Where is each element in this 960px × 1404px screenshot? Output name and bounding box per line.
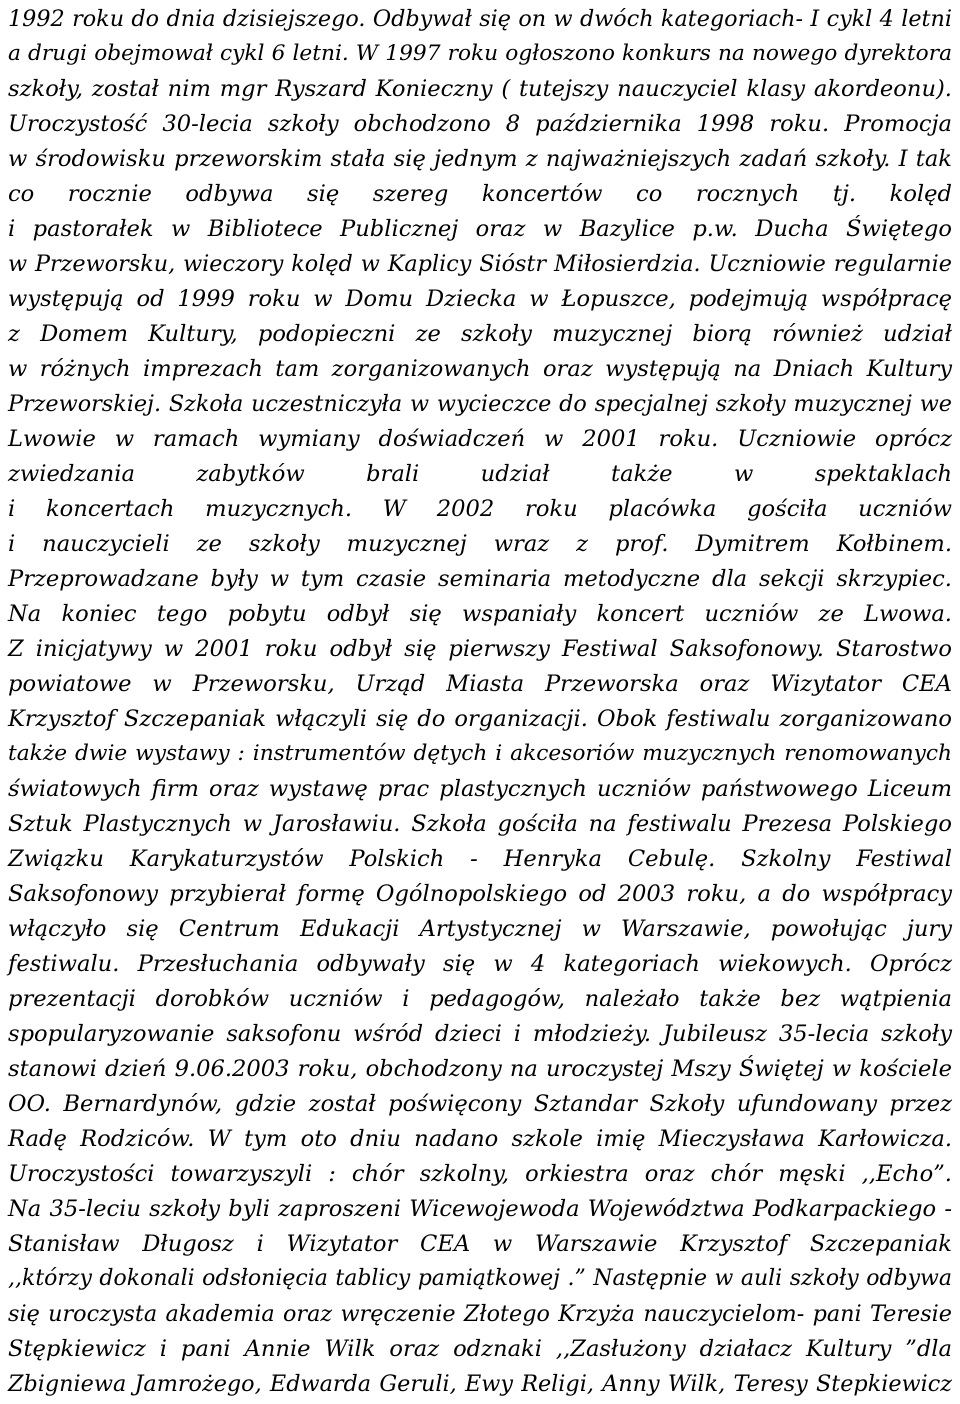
text-line: Zbigniewa Jamrożego, Edwarda Geruli, Ewy Religi, Anny Wilk, Teresy Stepkiewicz — [8, 1371, 952, 1397]
text-line: OO. Bernardynów, gdzie został poświęcony Sztandar Szkoły ufundowany przez — [8, 1091, 952, 1117]
text-line: w różnych imprezach tam zorganizowanych oraz występują na Dniach Kultury — [8, 356, 952, 382]
text-line: Przeworskiej. Szkoła uczestniczyła w wycieczce do specjalnej szkoły muzycznej we — [8, 391, 952, 417]
text-line: Sztuk Plastycznych w Jarosławiu. Szkoła gościła na festiwalu Prezesa Polskiego — [8, 811, 952, 837]
text-line: 1992 roku do dnia dzisiejszego. Odbywał się on w dwóch kategoriach- I cykl 4 letni — [8, 6, 952, 32]
text-line: szkoły, został nim mgr Ryszard Konieczny ( tutejszy nauczyciel klasy akordeonu). — [8, 76, 952, 102]
text-line: spopularyzowanie saksofonu wśród dzieci i młodzieży. Jubileusz 35-lecia szkoły — [8, 1021, 952, 1047]
text-line: Przeprowadzane były w tym czasie seminaria metodyczne dla sekcji skrzypiec. — [8, 566, 952, 592]
text-line: się uroczysta akademia oraz wręczenie Złotego Krzyża nauczycielom- pani Teresie — [8, 1301, 952, 1327]
text-line: Saksofonowy przybierał formę Ogólnopolskiego od 2003 roku, a do współpracy — [8, 881, 952, 907]
text-line: włączyło się Centrum Edukacji Artystycznej w Warszawie, powołując jury — [8, 916, 952, 942]
text-line: festiwalu. Przesłuchania odbywały się w 4 kategoriach wiekowych. Oprócz — [8, 951, 952, 977]
text-line: Związku Karykaturzystów Polskich - Henryka Cebulę. Szkolny Festiwal — [8, 846, 952, 872]
text-line: także dwie wystawy : instrumentów dętych i akcesoriów muzycznych renomowanych — [8, 741, 952, 766]
text-line: Uroczystości towarzyszyli : chór szkolny, orkiestra oraz chór męski ,,Echo”. — [8, 1161, 952, 1187]
text-line: powiatowe w Przeworsku, Urząd Miasta Przeworska oraz Wizytator CEA — [8, 671, 952, 697]
text-line: w Przeworsku, wieczory kolęd w Kaplicy Sióstr Miłosierdzia. Uczniowie regularnie — [8, 251, 952, 277]
text-line: Uroczystość 30-lecia szkoły obchodzono 8 października 1998 roku. Promocja — [8, 111, 952, 137]
text-line: w środowisku przeworskim stała się jednym z najważniejszych zadań szkoły. I tak — [8, 146, 952, 172]
text-line: Na koniec tego pobytu odbył się wspaniały koncert uczniów ze Lwowa. — [8, 601, 952, 627]
text-line: a drugi obejmował cykl 6 letni. W 1997 roku ogłoszono konkurs na nowego dyrektora — [8, 41, 952, 66]
text-line: z Domem Kultury, podopieczni ze szkoły muzycznej biorą również udział — [8, 321, 952, 347]
text-line: światowych firm oraz wystawę prac plastycznych uczniów państwowego Liceum — [8, 776, 952, 802]
text-line: prezentacji dorobków uczniów i pedagogów, należało także bez wątpienia — [8, 986, 952, 1012]
text-line: Krzysztof Szczepaniak włączyli się do organizacji. Obok festiwalu zorganizowano — [8, 706, 952, 732]
text-line: występują od 1999 roku w Domu Dziecka w Łopuszce, podejmują współpracę — [8, 286, 952, 312]
text-line: Z inicjatywy w 2001 roku odbył się pierwszy Festiwal Saksofonowy. Starostwo — [8, 636, 952, 662]
text-line: Na 35-leciu szkoły byli zaproszeni Wicewojewoda Województwa Podkarpackiego - — [8, 1196, 952, 1222]
text-line: Stępkiewicz i pani Annie Wilk oraz odznaki ,,Zasłużony działacz Kultury ”dla — [8, 1336, 952, 1362]
text-line: Radę Rodziców. W tym oto dniu nadano szkole imię Mieczysława Karłowicza. — [8, 1126, 952, 1152]
text-line: i pastorałek w Bibliotece Publicznej oraz w Bazylice p.w. Ducha Świętego — [8, 216, 952, 242]
text-line: zwiedzania zabytków brali udział także w spektaklach — [8, 461, 952, 487]
text-line: i nauczycieli ze szkoły muzycznej wraz z prof. Dymitrem Kołbinem. — [8, 531, 952, 557]
text-line: i koncertach muzycznych. W 2002 roku placówka gościła uczniów — [8, 496, 952, 522]
text-line: ,,którzy dokonali odsłonięcia tablicy pamiątkowej .” Następnie w auli szkoły odbywa — [8, 1266, 952, 1291]
text-line: co rocznie odbywa się szereg koncertów co rocznych tj. kolęd — [8, 181, 952, 207]
text-line: Stanisław Długosz i Wizytator CEA w Warszawie Krzysztof Szczepaniak — [8, 1231, 952, 1257]
text-line: Lwowie w ramach wymiany doświadczeń w 2001 roku. Uczniowie oprócz — [8, 426, 952, 452]
text-line: stanowi dzień 9.06.2003 roku, obchodzony na uroczystej Mszy Świętej w kościele — [8, 1056, 952, 1082]
